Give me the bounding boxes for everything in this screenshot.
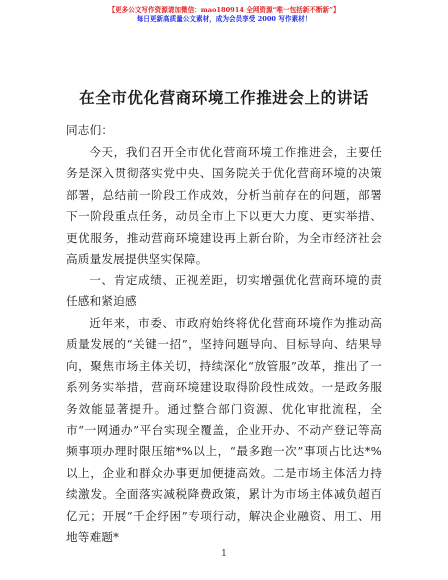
promo-line-wechat: 【更多公文写作资源请加微信：mao180914 全网资源“唯一包括新不断新”】 (108, 6, 340, 14)
section-heading-1 (66, 270, 382, 313)
salutation-text: 同志们： (66, 123, 114, 137)
paragraph-achievements (66, 313, 382, 548)
page-number: 1 (221, 549, 227, 559)
promo-banner (0, 6, 448, 24)
promo-line-membership: 每日更新高质量公文素材，成为会员享受 2000 写作素材！ (136, 15, 312, 23)
salutation (66, 120, 382, 141)
paragraph-intro (66, 142, 382, 270)
paragraph-achievements-text: 近年来，市委、市政府始终将优化营商环境作为推动高质量发展的“关键一招”，坚持问题导向、目标导向、结果导向，聚焦市场主体关切，持续深化“放管服”改革，推出了一系列务实举措，营商环境建设取得阶段性成效。一是政务服务效能显著提升。通过整合部门资源、优化审批流程，全市“一网通办”平台实现全覆盖，企业开办、不动产登记等高频事项办理时限压缩*%以上，“最多跑一次”事项占比达*%以上，企业和群众办事更加便捷高效。二是市场主体活力持续激发。全面落实减税降费政策，累计为市场主体减负超百亿元；开展“千企纾困”专项行动，解决企业融资、用工、用地等难题* (66, 316, 382, 545)
paragraph-intro-text: 今天，我们召开全市优化营商环境工作推进会，主要任务是深入贯彻落实党中央、国务院关于优化营商环境的决策部署，总结前一阶段工作成效，分析当前存在的问题，部署下一阶段重点任务，动员全市上下以更大力度、更实举措、更优服务，推动营商环境建设再上新台阶，为全市经济社会高质量发展提供坚实保障。 (66, 145, 382, 267)
section-heading-1-text: 一、肯定成绩、正视差距，切实增强优化营商环境的责任感和紧迫感 (66, 273, 382, 309)
document-title: 在全市优化营商环境工作推进会上的讲话 (79, 89, 369, 107)
